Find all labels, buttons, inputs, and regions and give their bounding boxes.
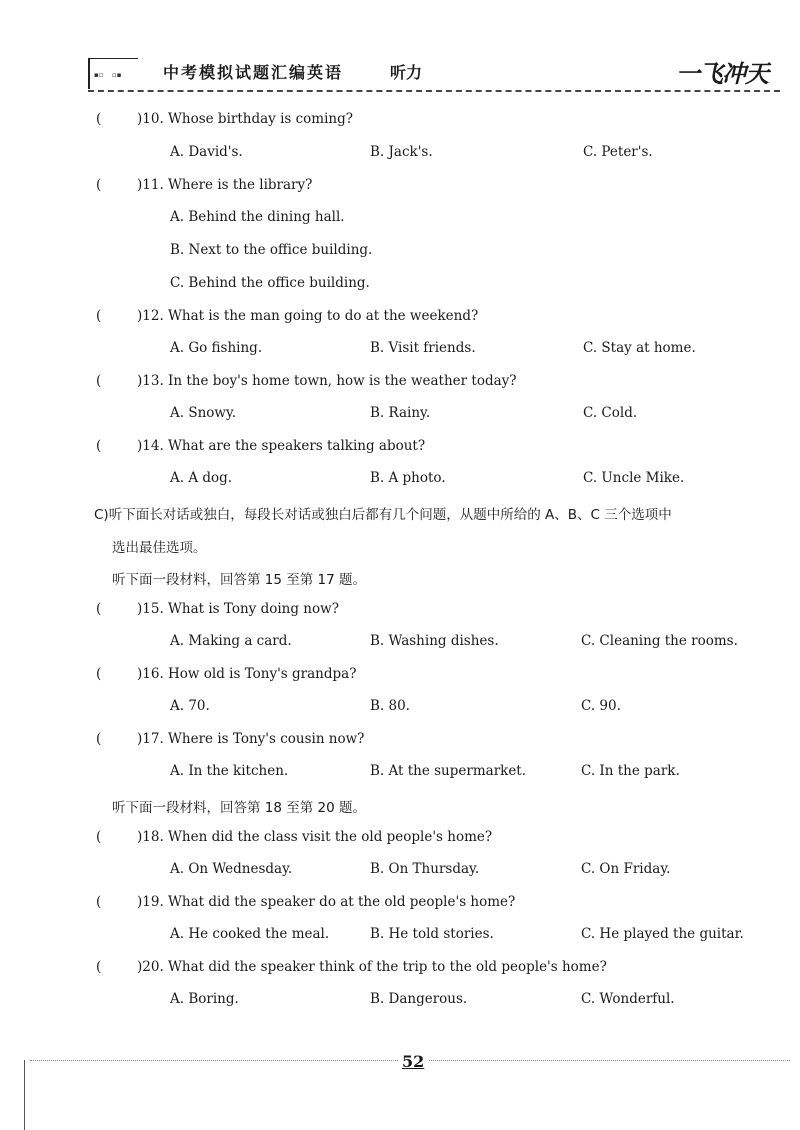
option-b: B. At the supermarket. [370, 763, 527, 779]
answer-blank: ( [96, 894, 102, 910]
answer-blank: ( [96, 731, 102, 747]
option-a: A. Boring. [170, 991, 239, 1007]
question-14: )14. What are the speakers talking about? [137, 438, 426, 454]
answer-blank: ( [96, 959, 102, 975]
option-a: A. Behind the dining hall. [170, 209, 345, 225]
logo-mark: ▪▫ ▫▪ [88, 58, 138, 89]
option-c: C. Cold. [583, 405, 638, 421]
question-11: )11. Where is the library? [137, 177, 313, 193]
answer-blank: ( [96, 111, 102, 127]
group-2-heading: 听下面一段材料，回答第 18 至第 20 题。 [112, 800, 367, 816]
answer-blank: ( [96, 438, 102, 454]
option-a: A. A dog. [170, 470, 233, 486]
page-header [0, 0, 800, 100]
option-c: C. He played the guitar. [581, 926, 744, 942]
question-17: )17. Where is Tony's cousin now? [137, 731, 365, 747]
question-16: )16. How old is Tony's grandpa? [137, 666, 357, 682]
header-divider [88, 90, 780, 92]
section-c-instruction-cont: 选出最佳选项。 [112, 540, 207, 556]
question-19: )19. What did the speaker do at the old people's home? [137, 894, 516, 910]
option-c: C. Stay at home. [583, 340, 696, 356]
question-20: )20. What did the speaker think of the trip to the old people's home? [137, 959, 607, 975]
page-number: 52 [398, 1052, 428, 1071]
option-c: C. On Friday. [581, 861, 671, 877]
option-a: A. David's. [170, 144, 243, 160]
header-title: 中考模拟试题汇编英语 [163, 63, 344, 82]
option-b: B. He told stories. [370, 926, 494, 942]
option-c: C. Peter's. [583, 144, 653, 160]
option-c: C. Wonderful. [581, 991, 675, 1007]
brand-logo: 一飞冲天 [676, 60, 768, 88]
section-c-instruction: C)听下面长对话或独白，每段长对话或独白后都有几个问题，从题中所给的 A、B、C 三个选项中 [94, 507, 672, 523]
option-b: B. Jack's. [370, 144, 433, 160]
option-b: B. Next to the office building. [170, 242, 373, 258]
binding-margin-line [24, 1060, 25, 1130]
option-b: B. Rainy. [370, 405, 431, 421]
question-15: )15. What is Tony doing now? [137, 601, 339, 617]
option-a: A. He cooked the meal. [170, 926, 330, 942]
option-a: A. 70. [170, 698, 210, 714]
question-10: )10. Whose birthday is coming? [137, 111, 353, 127]
option-c: C. Behind the office building. [170, 275, 370, 291]
option-c: C. Uncle Mike. [583, 470, 685, 486]
question-13: )13. In the boy's home town, how is the weather today? [137, 373, 517, 389]
option-b: B. A photo. [370, 470, 446, 486]
answer-blank: ( [96, 666, 102, 682]
option-a: A. Making a card. [170, 633, 292, 649]
option-a: A. Snowy. [170, 405, 237, 421]
option-a: A. On Wednesday. [170, 861, 293, 877]
option-c: C. In the park. [581, 763, 680, 779]
answer-blank: ( [96, 373, 102, 389]
answer-blank: ( [96, 308, 102, 324]
answer-blank: ( [96, 601, 102, 617]
question-18: )18. When did the class visit the old people's home? [137, 829, 493, 845]
answer-blank: ( [96, 177, 102, 193]
option-c: C. 90. [581, 698, 621, 714]
option-b: B. On Thursday. [370, 861, 480, 877]
group-1-heading: 听下面一段材料，回答第 15 至第 17 题。 [112, 572, 367, 588]
option-c: C. Cleaning the rooms. [581, 633, 738, 649]
option-a: A. Go fishing. [170, 340, 263, 356]
option-b: B. 80. [370, 698, 410, 714]
option-a: A. In the kitchen. [170, 763, 289, 779]
question-12: )12. What is the man going to do at the weekend? [137, 308, 479, 324]
header-subtitle: 听力 [390, 63, 423, 82]
answer-blank: ( [96, 829, 102, 845]
option-b: B. Washing dishes. [370, 633, 499, 649]
option-b: B. Visit friends. [370, 340, 476, 356]
option-b: B. Dangerous. [370, 991, 468, 1007]
